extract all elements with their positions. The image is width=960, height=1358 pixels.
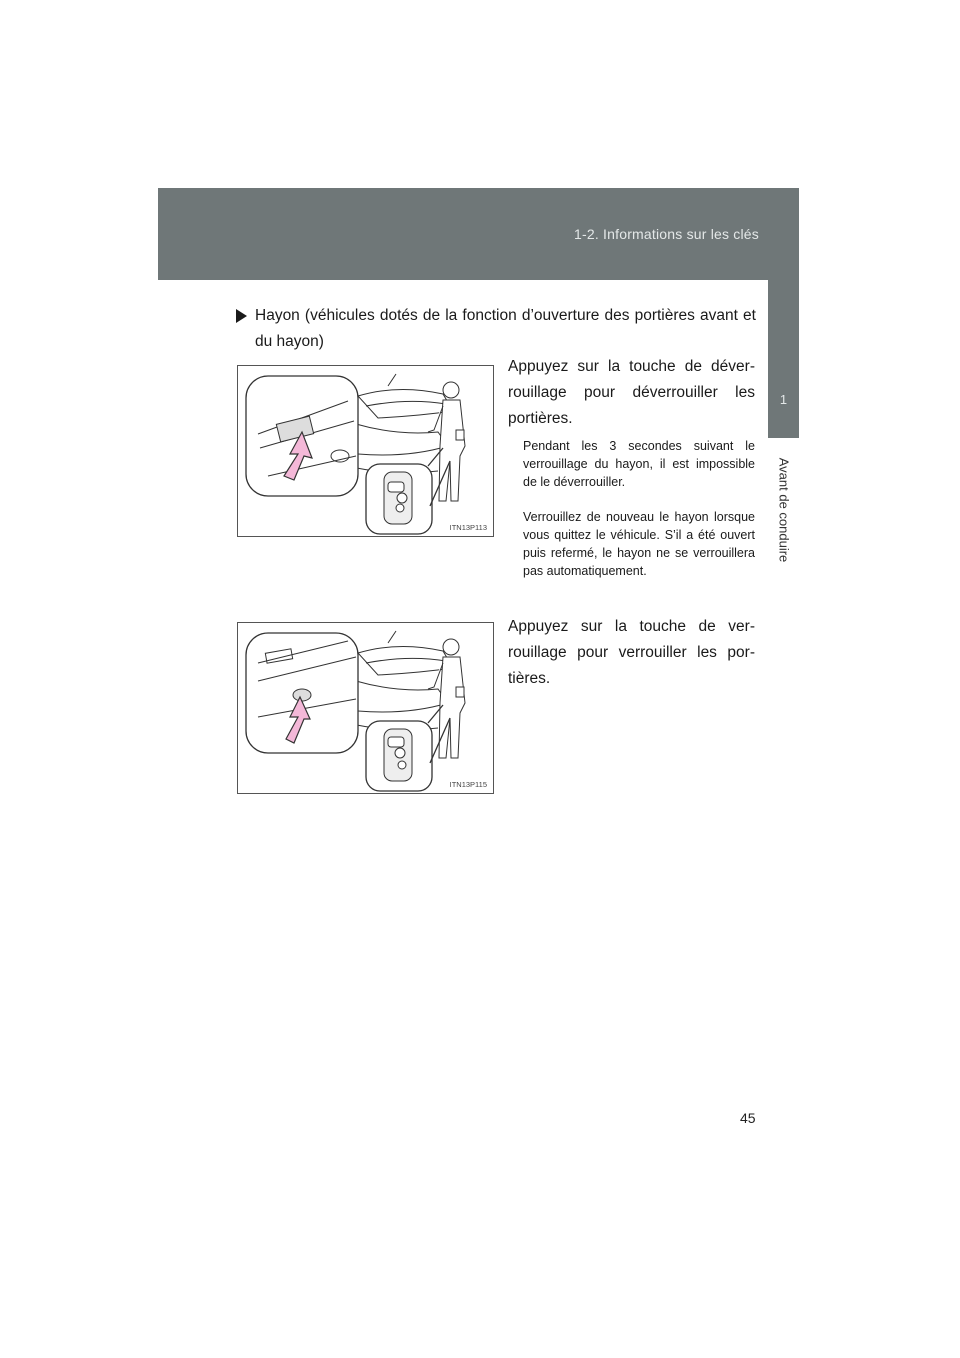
figure-code: ITN13P115 <box>449 780 487 789</box>
illustration-unlock <box>237 365 494 537</box>
triangle-bullet-icon <box>236 309 247 323</box>
note-relock-reminder: Verrouillez de nouveau le hayon lorsque vous quittez le véhicule. S’il a été ouvert puis refermé, le hayon ne se verrouillera pas automatiquement. <box>523 510 755 578</box>
lock-illustration-drawing <box>238 623 493 793</box>
section-heading-text: Hayon (véhicules dotés de la fonction d’ouverture des portières avant et du hayon) <box>255 307 756 350</box>
chapter-side-label <box>774 452 794 568</box>
chapter-side-label-text: Avant de conduire <box>776 457 792 563</box>
page-number: 45 <box>740 1110 756 1126</box>
note-unlock-delay: Pendant les 3 secondes suivant le verrouillage du hayon, il est impossible de le déverrouiller. <box>523 439 755 489</box>
figure-code: ITN13P113 <box>449 523 487 532</box>
chapter-title: 1-2. Informations sur les clés <box>574 226 759 242</box>
step-unlock-text: Appuyez sur la touche de déver-rouillage pour déverrouiller les portières. <box>508 358 755 427</box>
section-heading <box>236 303 756 355</box>
step-lock-text: Appuyez sur la touche de ver-rouillage pour verrouiller les por-tières. <box>508 618 755 687</box>
chapter-tab <box>768 280 799 438</box>
unlock-illustration-drawing <box>238 366 493 536</box>
illustration-lock <box>237 622 494 794</box>
chapter-tab-number: 1 <box>779 392 788 407</box>
chapter-header <box>158 188 799 280</box>
